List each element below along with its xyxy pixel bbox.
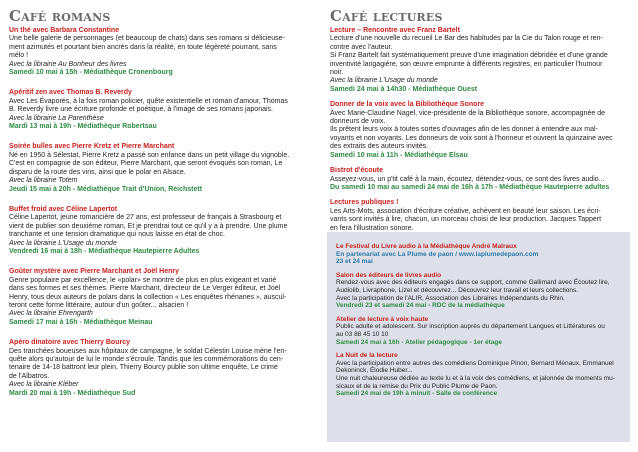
event-text-line: Avec Marie-Claudine Nagel, vice-présidente de la Bibliothèque sonore, accompagnée de — [330, 109, 605, 117]
festival-item-line: Dekoninck, Élodie Huber... — [336, 367, 413, 375]
festival-item-atelier — [336, 316, 622, 346]
event-title: Lectures publiques ! — [330, 199, 399, 207]
event-thomas-reverdy — [9, 89, 309, 131]
event-venue: Avec la librairie Au Bonheur des livres — [9, 60, 127, 68]
event-date: Du samedi 10 mai au samedi 24 mai de 16h à 17h - Médiathèque Hautepierre adultes — [330, 183, 610, 191]
event-date: Samedi 10 mai à 11h - Médiathèque Elsau — [330, 151, 468, 159]
event-date: Mardi 20 mai à 19h - Médiathèque Sud — [9, 389, 136, 397]
cafe-lectures-heading: Café lectures — [330, 7, 443, 25]
event-text-line: Né en 1950 à Sélestat, Pierre Kretz a passé son enfance dans un petit village du vignoble. — [9, 151, 290, 159]
event-text-line: Une belle galerie de personnages (et beaucoup de chats) dans ses romans si délicieuse- — [9, 35, 285, 43]
festival-item-salon — [336, 272, 622, 310]
festival-item-date: Samedi 24 mai de 19h à minuit - Salle de conférence — [336, 390, 498, 398]
event-date: Samedi 24 mai à 14h30 - Médiathèque Ouest — [330, 85, 478, 93]
festival-item-title: Salon des éditeurs de livres audio — [336, 271, 442, 279]
event-text-line: tenaire de 14-18 battront leur plein, Thierry Bourcy publie son ultime enquête, Le crime — [9, 364, 278, 372]
event-text-line: de l'Albatros. — [9, 372, 50, 380]
event-text-line: Avec Les Évaporés, à la fois roman policier, quête existentielle et roman d'amour, Thomas — [9, 97, 288, 105]
event-title: Donner de la voix avec la Bibliothèque Sonore — [330, 101, 485, 109]
event-title: Buffet froid avec Céline Lapertot — [9, 205, 118, 213]
event-text-line: Des tranchées boueuses aux hôpitaux de campagne, le soldat Célestin Louise mène l'en- — [9, 347, 287, 355]
event-date: Mardi 13 mai à 19h - Médiathèque Robertsau — [9, 123, 157, 131]
festival-title: Le Festival du Livre audio à la Médiathèque André Malraux — [336, 243, 517, 250]
festival-box — [327, 232, 630, 442]
event-text-line: Ils prêtent leurs voix à toutes sortes d'ouvrages afin de les donner à entendre aux mal- — [330, 126, 598, 134]
event-date: Jeudi 15 mai à 20h - Médiathèque Trait d'Union, Reichstett — [9, 185, 203, 193]
festival-item-line: Avec la participation entre autres des comédiens Dominique Pinon, Bernard Ménaux, Emmanuel — [336, 359, 614, 367]
event-title: Goûter mystère avec Pierre Marchant et Joël Henry — [9, 268, 180, 276]
event-text-line: mélo ! — [9, 52, 29, 60]
event-text-line: noir. — [330, 69, 344, 77]
event-thierry-bourcy — [9, 339, 309, 398]
event-text-line: disparu de la route des vins, ainsi que le polar en Alsace. — [9, 168, 186, 176]
event-text-line: dans ses formes et ses thèmes. Pierre Marchant, directeur de Le Verger éditeur, et Joël — [9, 285, 281, 293]
event-venue: Avec la librairie L'Usage du monde — [330, 77, 438, 85]
event-text-line: tranchante et une tension dramatique qui nous laisse en état de choc. — [9, 231, 225, 239]
event-text-line: voyants et non voyants. Les donneurs de voix sont à l'honneur et ouvrent la quinzaine avec — [330, 134, 613, 142]
festival-item-line: Audiolib, Livraphone, Lizel et découvrez... Découvrez leur travail et leurs collections. — [336, 286, 579, 294]
event-title: Soirée bulles avec Pierre Kretz et Pierre Marchant — [9, 143, 175, 151]
event-text-line: contre avec l'auteur. — [330, 43, 393, 51]
event-text-line: donneurs de voix. — [330, 118, 386, 126]
festival-item-date: Vendredi 23 et samedi 24 mai - RDC de la médiathèque — [336, 302, 505, 310]
event-text-line: Les Arts-Mots, association d'écriture créative, achèvent en beauté leur saison. Les écri- — [330, 207, 601, 215]
cafe-romans-column — [9, 8, 309, 398]
event-date: Samedi 10 mai à 15h - Médiathèque Cronenbourg — [9, 69, 173, 77]
event-marchant-henry — [9, 268, 309, 327]
festival-partner: En partenariat avec La Plume de paon / www.laplumedepaon.com — [336, 250, 539, 258]
festival-item-line: Avec la participation de l'ALIR, Association des Libraires Indépendants du Rhin. — [336, 294, 565, 302]
event-bibliotheque-sonore — [330, 101, 630, 160]
event-text-line: en fera l'illustration sonore. — [330, 224, 414, 232]
event-text-line: inventivité langagière, son œuvre emprunte à différents registres, en particulier l'humour — [330, 60, 603, 68]
event-barbara-constantine — [9, 27, 309, 77]
event-title: Bistrot d'écoute — [330, 167, 384, 175]
festival-dates: 23 et 24 mai — [336, 258, 373, 266]
festival-item-date: Samedi 24 mai à 16h - Atelier pédagogique - 1er étage — [336, 338, 502, 346]
event-venue: Avec la librairie La Parenthèse — [9, 114, 104, 122]
festival-item-line: Rendez-vous avec des éditeurs engagés dans ce support, comme Gallimard avec Écoutez lire, — [336, 279, 610, 287]
cafe-romans-heading: Café romans — [9, 7, 111, 25]
event-venue: Avec la librairie Kléber — [9, 381, 79, 389]
festival-item-line: Une nuit chaleureuse dédiée au texte lu et à la voix des comédiens, et jalonnée de moments mu- — [336, 374, 615, 382]
event-text-line: Henry, tous deux auteurs de polars dans la collection « Les enquêtes rhénanes », auscul- — [9, 293, 287, 301]
event-text-line: B. Reverdy livre une écriture profonde et poétique, à l'image de ses romans japonais. — [9, 106, 273, 114]
event-text-line: Lecture d'une nouvelle du recueil Le Bar des habitudes par la Cie du Talon rouge et ren- — [330, 35, 603, 43]
festival-item-title: Atelier de lecture à voix haute — [336, 315, 429, 323]
festival-item-line: sicaux et de la remise du Prix du Public Plume de Paon. — [336, 382, 498, 390]
event-venue: Avec la librairie L'Usage du monde — [9, 239, 117, 247]
festival-item-nuit — [336, 352, 622, 398]
event-text-line: C'est en compagnie de son éditeur, Pierre Marchant, que seront évoqués son roman, Le — [9, 160, 283, 168]
event-text-line: Si Franz Bartelt fait systématiquement preuve d'une imagination débridée et d'une grande — [330, 52, 608, 60]
festival-item-line: au 03 88 45 10 10 — [336, 330, 389, 338]
event-celine-lapertot — [9, 206, 309, 256]
event-title: Un thé avec Barbara Constantine — [9, 27, 120, 34]
event-date: Samedi 17 mai à 16h - Médiathèque Meinau — [9, 318, 153, 326]
event-text-line: vants sont invités à lire, chacun, un morceau choisi de leur production. Jacques Tappert — [330, 216, 602, 224]
event-text-line: des extraits des auteurs invités. — [330, 143, 429, 151]
event-bistrot-ecoute — [330, 167, 630, 192]
event-text-line: Céline Lapertot, jeune romancière de 27 ans, est professeur de français à Strasbourg et — [9, 214, 282, 222]
cafe-lectures-column — [330, 8, 630, 241]
event-venue: Avec la librairie Totem — [9, 177, 78, 185]
event-title: Apéro dinatoire avec Thierry Bourcy — [9, 339, 130, 347]
event-text-line: ment azimutés et pourtant bien ancrés dans la réalité, en toute légèreté pourrant, sans — [9, 43, 277, 51]
festival-item-title: La Nuit de la lecture — [336, 352, 398, 360]
event-text-line: vient de publier son deuxième roman, Et je prendrai tout ce qu'il y a à prendre. Une plume — [9, 222, 288, 230]
event-venue: Avec la librairie Ehrengarth — [9, 310, 93, 318]
event-text-line: teront cette forme littéraire, autour d'un goûter... alsacien ! — [9, 301, 189, 309]
event-date: Vendredi 16 mai à 18h - Médiathèque Hautepierre Adultes — [9, 247, 200, 255]
festival-item-line: Public adulte et adolescent. Sur inscription auprès du département Langues et Littératures ou — [336, 323, 605, 331]
event-title: Lecture – Rencontre avec Franz Bartelt — [330, 27, 460, 34]
event-text-line: Genre populaire par excellence, le «polar» se montre de plus en plus exigeant et varié — [9, 276, 277, 284]
event-title: Apéritif zen avec Thomas B. Reverdy — [9, 89, 132, 97]
event-text-line: Asseyez-vous, un p'tit café à la main, écoutez, détendez-vous, ce sont des livres audio... — [330, 175, 605, 183]
event-franz-bartelt — [330, 27, 630, 94]
event-pierre-kretz — [9, 143, 309, 193]
event-text-line: quête alors qu'autour de lui le monde s'écroule. Tandis que les commémorations du cen- — [9, 356, 284, 363]
